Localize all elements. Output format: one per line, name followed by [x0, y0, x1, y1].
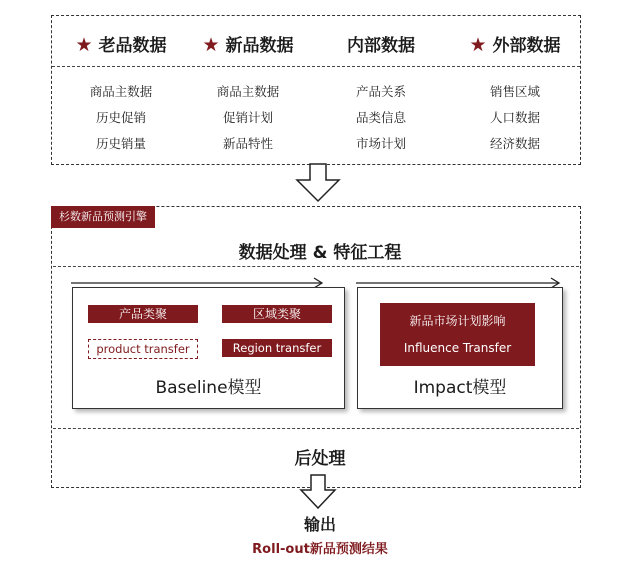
impact-panel — [380, 303, 535, 366]
region-cluster-tag: 区域类聚 — [222, 305, 332, 323]
source-item: 新品特性 — [222, 136, 273, 151]
product-transfer-tag: product transfer — [88, 339, 198, 359]
source-title: 外部数据 — [492, 36, 561, 56]
source-title: 老品数据 — [98, 36, 167, 56]
source-item: 品类信息 — [355, 110, 406, 125]
source-item: 历史促销 — [95, 110, 146, 125]
down-arrow-icon — [298, 474, 338, 510]
source-item: 人口数据 — [489, 110, 540, 125]
source-item: 市场计划 — [355, 136, 406, 151]
down-arrow-icon — [293, 163, 343, 203]
engine-divider-bottom — [53, 428, 579, 429]
source-item: 促销计划 — [222, 110, 273, 125]
source-item: 经济数据 — [489, 136, 540, 151]
source-item: 商品主数据 — [216, 84, 280, 99]
output-title: 输出 — [303, 515, 336, 534]
post-processing-title: 后处理 — [294, 449, 346, 469]
product-cluster-tag: 产品类聚 — [88, 305, 198, 323]
star-icon: ★ — [202, 34, 220, 56]
region-transfer-tag: Region transfer — [222, 339, 332, 357]
output-subtitle: Roll-out新品预测结果 — [252, 542, 388, 557]
data-sources-box — [51, 15, 581, 165]
source-title: 新品数据 — [225, 36, 294, 56]
sources-divider — [52, 66, 580, 67]
engine-divider-top — [53, 266, 579, 267]
source-item: 商品主数据 — [89, 84, 153, 99]
baseline-model-name: Baseline模型 — [155, 378, 262, 398]
data-processing-title: 数据处理 & 特征工程 — [238, 243, 402, 263]
impact-model-name: Impact模型 — [413, 378, 507, 398]
star-icon: ★ — [469, 34, 487, 56]
source-title: 内部数据 — [347, 36, 415, 56]
influence-transfer-label: Influence Transfer — [403, 341, 512, 355]
source-item: 产品关系 — [355, 84, 406, 99]
source-item: 历史销量 — [95, 136, 146, 151]
market-plan-impact-label: 新品市场计划影响 — [409, 314, 506, 328]
engine-label: 杉数新品预测引擎 — [51, 206, 155, 228]
source-item: 销售区域 — [489, 84, 540, 99]
star-icon: ★ — [75, 34, 93, 56]
